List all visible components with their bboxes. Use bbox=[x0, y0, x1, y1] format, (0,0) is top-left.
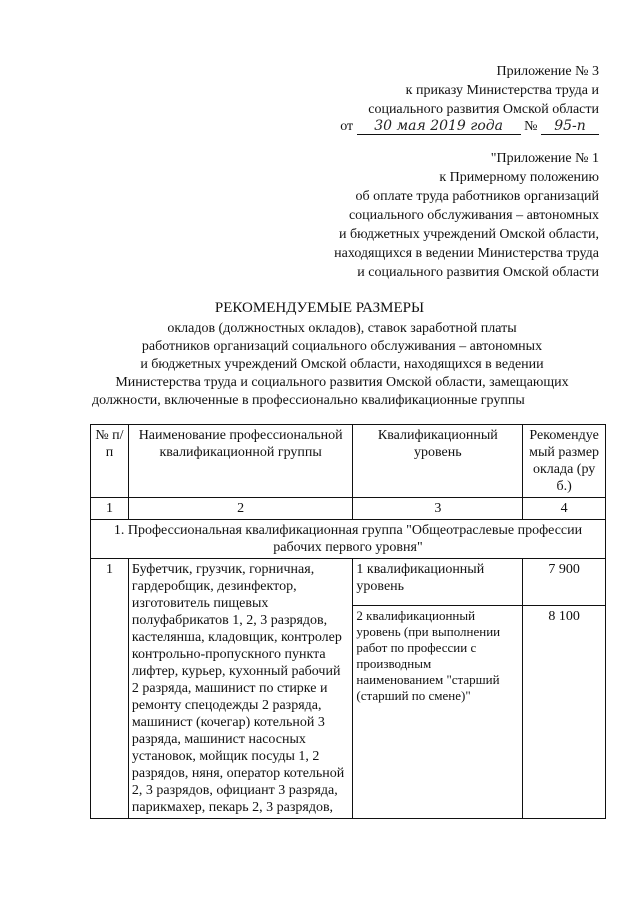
subtitle-line: должности, включенные в профессионально квалификационные группы bbox=[92, 393, 525, 408]
table-row bbox=[91, 559, 606, 606]
header-level: Квалификационный уровень bbox=[353, 425, 523, 498]
handwritten-date: 30 мая 2019 года bbox=[357, 119, 521, 135]
col-number: 2 bbox=[128, 498, 353, 520]
col-number: 1 bbox=[91, 498, 129, 520]
from-label: от bbox=[340, 119, 354, 134]
subtitle-line: работников организаций социального обслуживания – автономных bbox=[141, 339, 543, 354]
professions-list: Буфетчик, грузчик, горничная, гардеробщик, дезинфектор, изготовитель пищевых полуфабрикатов 1, 2, 3 разрядов, кастелянша, кладовщик, контролер контрольно-пропускного пункта лифтер, курьер, кухонный рабочий 2 разряда, машинист по стирке и ремонту спецодежды 2 разряда, машинист (кочегар) котельной 3 разряда, машинист насосных установок, мойщик посуды 1, 2 разрядов, няня, оператор котельной 2, 3 разрядов, официант 3 разряда, парикмахер, пекарь 2, 3 разрядов, bbox=[128, 559, 353, 819]
subtitle-line: и бюджетных учреждений Омской области, находящихся в ведении bbox=[140, 357, 544, 372]
header-salary: Рекомендуемый размер оклада (руб.) bbox=[523, 425, 606, 498]
table-header-row bbox=[91, 425, 606, 498]
group-title: 1. Профессиональная квалификационная группа "Общеотраслевые профессии рабочих первого уровня" bbox=[91, 520, 606, 559]
level-1: 1 квалификационный уровень bbox=[353, 559, 523, 606]
header-num: № п/п bbox=[91, 425, 129, 498]
ministry-name: социального развития Омской области bbox=[368, 102, 599, 117]
subtitle-line: Министерства труда и социального развития Омской области, замещающих bbox=[115, 375, 569, 390]
regulation-line: находящихся в ведении Министерства труда bbox=[334, 246, 599, 261]
regulation-reference bbox=[334, 149, 599, 282]
order-reference: к приказу Министерства труда и bbox=[405, 83, 599, 98]
column-number-row bbox=[91, 498, 606, 520]
appendix-label: Приложение № 3 bbox=[496, 64, 599, 79]
col-number: 4 bbox=[523, 498, 606, 520]
col-number: 3 bbox=[353, 498, 523, 520]
order-date-line bbox=[340, 117, 599, 136]
subtitle-line: окладов (должностных окладов), ставок заработной платы bbox=[167, 321, 517, 336]
regulation-line: к Примерному положению bbox=[439, 170, 599, 185]
document-title: РЕКОМЕНДУЕМЫЕ РАЗМЕРЫ bbox=[214, 300, 425, 316]
group-title-row bbox=[91, 520, 606, 559]
salary-table bbox=[90, 424, 606, 819]
regulation-line: и социального развития Омской области bbox=[357, 265, 599, 280]
regulation-line: социального обслуживания – автономных bbox=[348, 208, 599, 223]
regulation-line: об оплате труда работников организаций bbox=[355, 189, 599, 204]
salary-1: 7 900 bbox=[523, 559, 606, 606]
level-2: 2 квалификационный уровень (при выполнении работ по профессии с производным наименованием "старший (старший по смене)" bbox=[353, 605, 523, 818]
number-label: № bbox=[524, 119, 538, 134]
row-num: 1 bbox=[91, 559, 129, 819]
regulation-line: "Приложение № 1 bbox=[490, 151, 599, 166]
header-name: Наименование профессиональной квалификационной группы bbox=[128, 425, 353, 498]
regulation-line: и бюджетных учреждений Омской области, bbox=[338, 227, 599, 242]
handwritten-number: 95-п bbox=[541, 119, 599, 135]
salary-2: 8 100 bbox=[523, 605, 606, 818]
